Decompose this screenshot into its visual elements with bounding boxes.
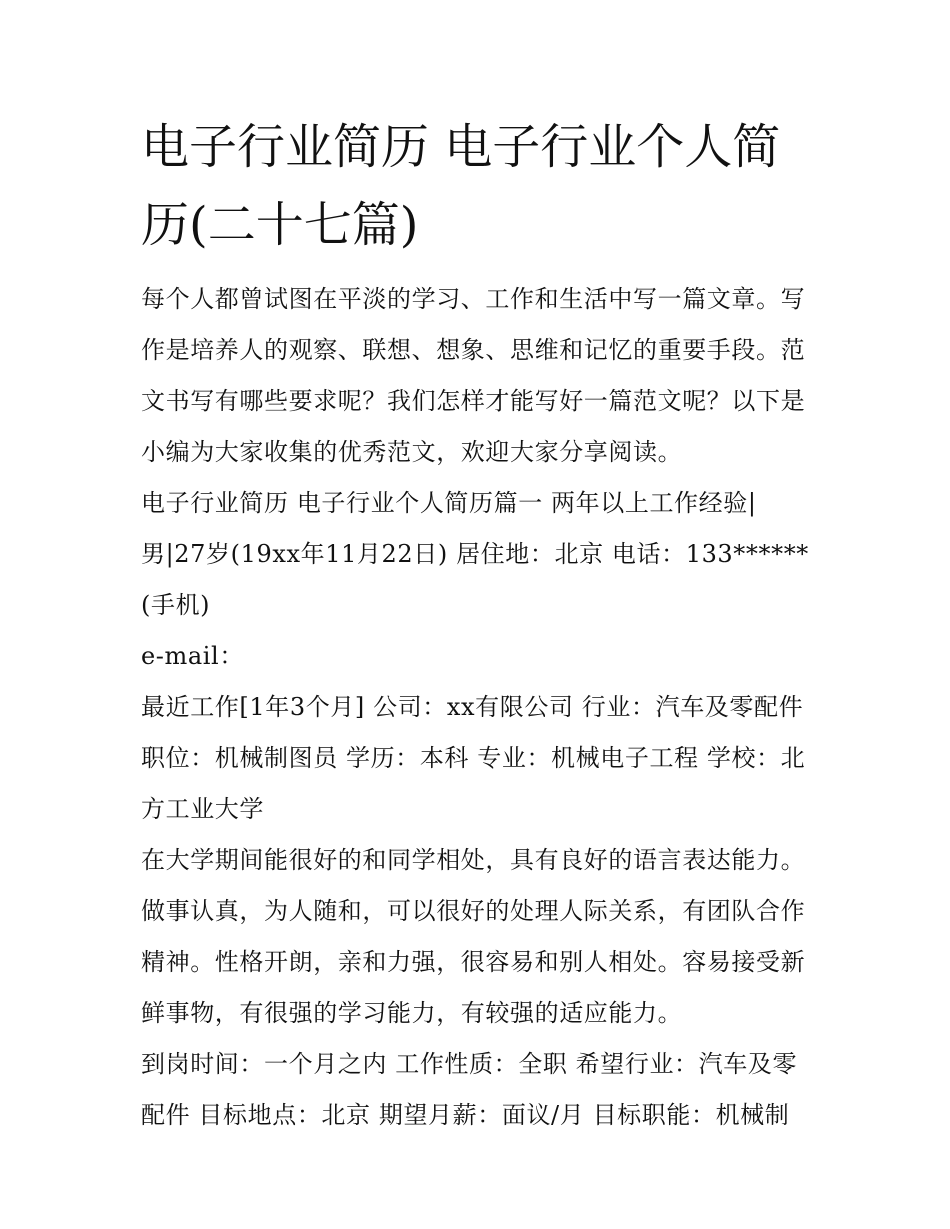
email-paragraph: e-mail： <box>141 642 244 670</box>
resume-header-paragraph: 电子行业简历 电子行业个人简历篇一 两年以上工作经验|男|27岁(19xx年11月22日) 居住地：北京 电话：133******(手机) <box>141 489 809 619</box>
intro-paragraph: 每个人都曾试图在平淡的学习、工作和生活中写一篇文章。写作是培养人的观察、联想、想象、思维和记忆的重要手段。范文书写有哪些要求呢？我们怎样才能写好一篇范文呢？以下是小编为大家收集的优秀范文，欢迎大家分享阅读。 <box>141 285 806 466</box>
recent-work-paragraph: 最近工作[1年3个月] 公司：xx有限公司 行业：汽车及零配件 职位：机械制图员 学历：本科 专业：机械电子工程 学校：北方工业大学 <box>141 693 806 823</box>
self-evaluation-paragraph: 在大学期间能很好的和同学相处，具有良好的语言表达能力。做事认真，为人随和，可以很好的处理人际关系，有团队合作精神。性格开朗，亲和力强，很容易和别人相处。容易接受新鲜事物，有很强的学习能力，有较强的适应能力。 <box>141 846 806 1027</box>
document-title: 电子行业简历 电子行业个人简历(二十七篇) <box>141 119 781 253</box>
document-body <box>141 108 821 1141</box>
job-intention-paragraph: 到岗时间：一个月之内 工作性质：全职 希望行业：汽车及零配件 目标地点：北京 期望月薪：面议/月 目标职能：机械制 <box>141 1050 798 1129</box>
